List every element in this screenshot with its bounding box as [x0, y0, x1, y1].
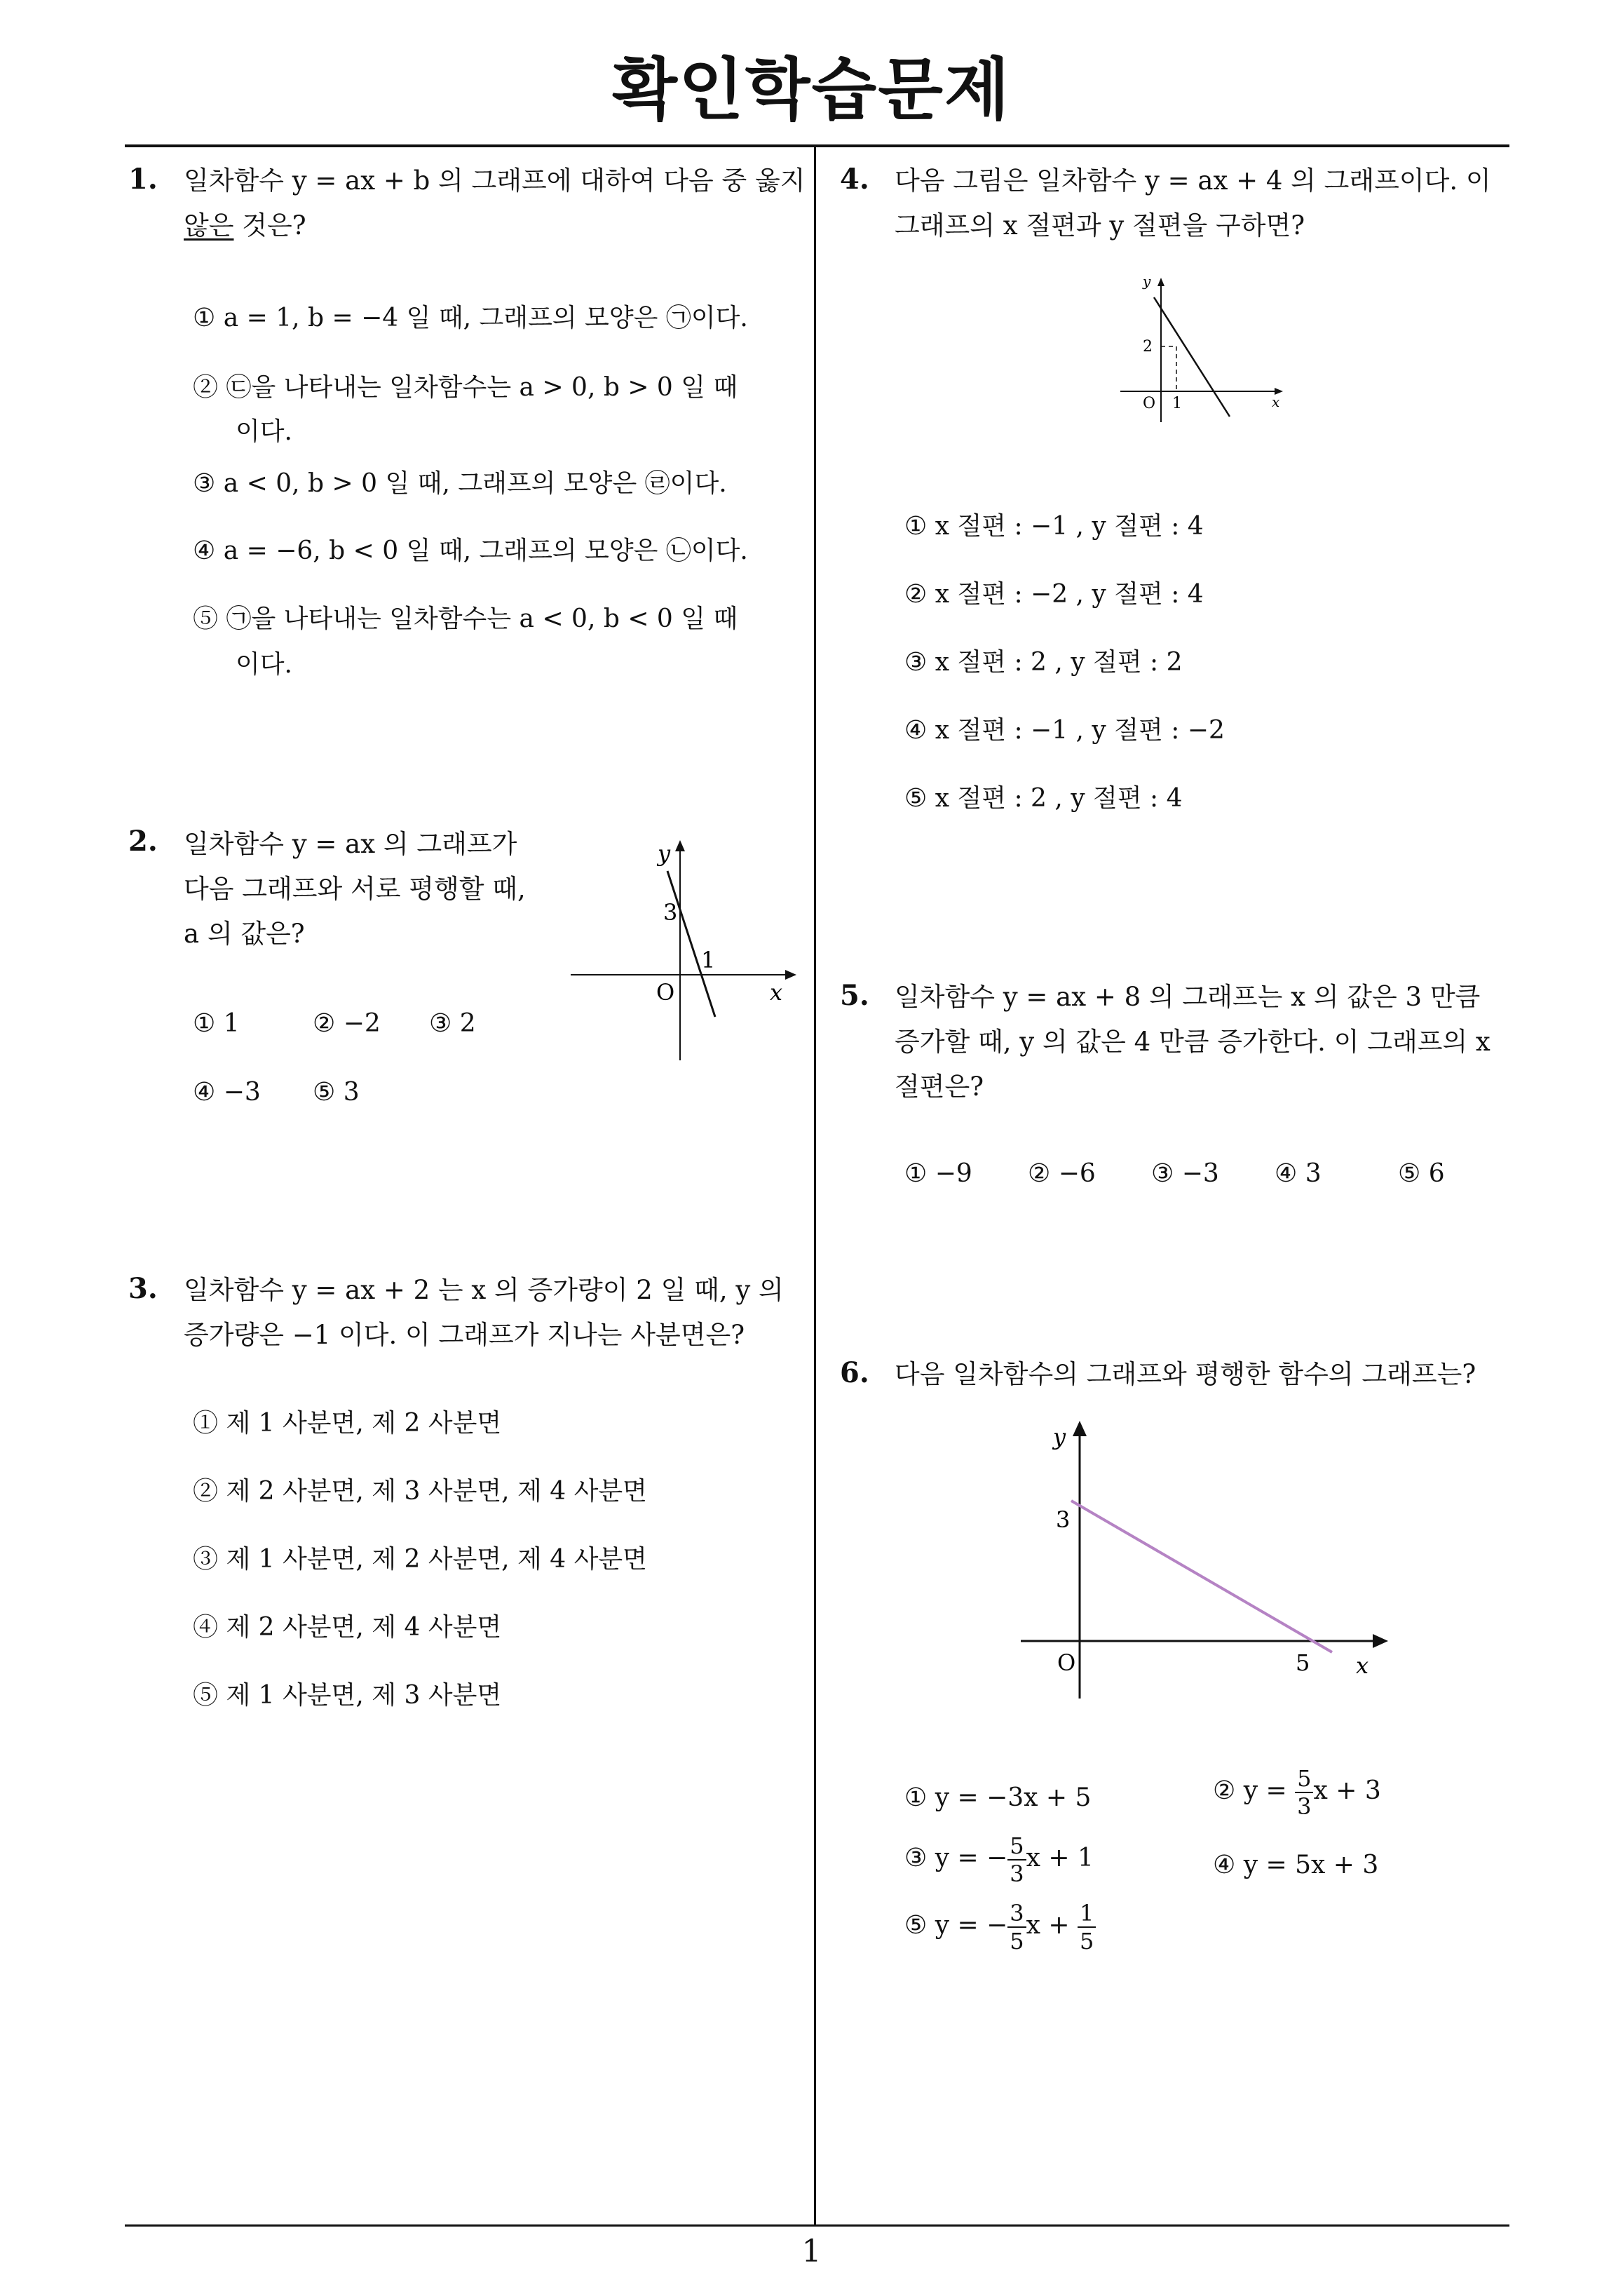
question-number: 1. [128, 163, 158, 196]
option-2-continued: 이다. [236, 417, 292, 446]
numerator: 5 [1007, 1835, 1026, 1861]
option-2[interactable] [1213, 1767, 1381, 1818]
option-5[interactable]: ⑤ 3 [313, 1078, 360, 1107]
option-3[interactable]: ③ −3 [1151, 1159, 1219, 1188]
option-4[interactable]: ④ 제 2 사분면, 제 4 사분면 [193, 1613, 502, 1642]
question-text [895, 158, 1519, 248]
option-2-suffix: x + 3 [1313, 1776, 1381, 1805]
question-number: 3. [128, 1272, 158, 1305]
question-line: 일차함수 y = ax + b 의 그래프에 대하여 다음 중 옳지 [184, 166, 806, 196]
q2-graph [568, 835, 799, 1066]
x-axis-label: x [1356, 1652, 1369, 1679]
question-line: 다음 일차함수의 그래프와 평행한 함수의 그래프는? [895, 1359, 1476, 1389]
q4-graph [1119, 274, 1290, 428]
question-line: 그래프의 x 절편과 y 절편을 구하면? [895, 210, 1305, 241]
fraction [1007, 1902, 1026, 1952]
x-axis-label: x [770, 979, 783, 1006]
option-4[interactable]: ④ −3 [193, 1078, 261, 1107]
x-intercept-label: 5 [1296, 1649, 1310, 1676]
option-5[interactable]: ⑤ 제 1 사분면, 제 3 사분면 [193, 1681, 502, 1710]
question-line: 일차함수 y = ax + 8 의 그래프는 x 의 값은 3 만큼 [895, 982, 1481, 1012]
option-4[interactable]: ④ y = 5x + 3 [1213, 1851, 1379, 1879]
y-axis-arrow [675, 840, 685, 851]
top-rule [125, 144, 1509, 147]
question-line: 일차함수 y = ax + 2 는 x 의 증가량이 2 일 때, y 의 [184, 1275, 784, 1305]
question-line: 증가할 때, y 의 값은 4 만큼 증가한다. 이 그래프의 x [895, 1027, 1490, 1057]
option-3[interactable]: ③ x 절편 : 2 , y 절편 : 2 [904, 648, 1183, 677]
option-4[interactable]: ④ 3 [1275, 1159, 1322, 1188]
option-2[interactable]: ② x 절편 : −2 , y 절편 : 4 [904, 580, 1204, 609]
option-5-prefix: ⑤ y = − [904, 1911, 1008, 1940]
x-axis-label: x [1272, 393, 1280, 410]
page-title: 확인학습문제 [612, 50, 1011, 129]
option-1[interactable]: ① a = 1, b = −4 일 때, 그래프의 모양은 ㉠이다. [193, 304, 748, 332]
x-axis-arrow [1373, 1634, 1388, 1648]
numerator: 1 [1078, 1902, 1096, 1928]
fraction [1078, 1902, 1096, 1952]
question-line: 다음 그래프와 서로 평행할 때, [184, 874, 526, 904]
question-line: 다음 그림은 일차함수 y = ax + 4 의 그래프이다. 이 [895, 166, 1491, 196]
option-2[interactable]: ② ㉢을 나타내는 일차함수는 a > 0, b > 0 일 때 [193, 373, 738, 402]
denominator: 3 [1010, 1861, 1024, 1887]
denominator: 5 [1010, 1928, 1024, 1954]
option-1[interactable]: ① 1 [193, 1009, 240, 1038]
underlined-word: 않은 [184, 210, 234, 241]
y-axis-label: y [1053, 1424, 1066, 1450]
question-line: 증가량은 −1 이다. 이 그래프가 지나는 사분면은? [184, 1320, 745, 1350]
question-line: 일차함수 y = ax 의 그래프가 [184, 829, 517, 859]
q6-graph [1010, 1410, 1402, 1704]
option-3-prefix: ③ y = − [904, 1844, 1008, 1872]
y-axis-label: y [658, 840, 671, 867]
fraction [1007, 1832, 1026, 1887]
question-line-rest: 것은? [233, 210, 306, 241]
question-line [184, 203, 808, 248]
option-5-continued: 이다. [236, 650, 292, 679]
option-3[interactable]: ③ 2 [429, 1009, 476, 1038]
option-4[interactable]: ④ a = −6, b < 0 일 때, 그래프의 모양은 ㉡이다. [193, 536, 748, 565]
option-2-prefix: ② y = [1213, 1776, 1287, 1805]
y-axis-arrow [1073, 1421, 1087, 1436]
origin-label: O [1057, 1649, 1076, 1676]
bottom-rule [125, 2224, 1509, 2227]
graph-line [1071, 1501, 1332, 1652]
y-intercept-label: 3 [663, 899, 678, 926]
option-3-suffix: x + 1 [1026, 1844, 1094, 1872]
question-text [184, 1268, 808, 1358]
option-2[interactable]: ② −6 [1028, 1159, 1096, 1188]
y-axis-label: y [1143, 274, 1151, 290]
origin-label: O [656, 979, 675, 1006]
option-3[interactable]: ③ 제 1 사분면, 제 2 사분면, 제 4 사분면 [193, 1545, 647, 1574]
question-line: 절편은? [895, 1072, 984, 1102]
option-1[interactable]: ① x 절편 : −1 , y 절편 : 4 [904, 512, 1204, 541]
page-number: 1 [801, 2234, 822, 2269]
column-divider [814, 146, 816, 2225]
fraction [1295, 1767, 1313, 1818]
y-intercept-label: 3 [1056, 1506, 1071, 1533]
question-line: a 의 값은? [184, 919, 305, 949]
y-axis-arrow [1157, 278, 1164, 286]
option-5[interactable]: ⑤ ㉠을 나타내는 일차함수는 a < 0, b < 0 일 때 [193, 605, 738, 633]
graph-line [1154, 297, 1230, 417]
question-text [895, 975, 1519, 1109]
denominator: 3 [1297, 1793, 1312, 1820]
question-number: 2. [128, 825, 158, 858]
option-1[interactable]: ① y = −3x + 5 [904, 1783, 1092, 1812]
option-5-middle: x + [1026, 1911, 1070, 1940]
option-5[interactable] [904, 1902, 1096, 1952]
x-axis-arrow [785, 970, 796, 980]
numerator: 3 [1007, 1902, 1026, 1928]
denominator: 5 [1080, 1928, 1094, 1954]
option-5[interactable]: ⑤ 6 [1398, 1159, 1445, 1188]
option-2[interactable]: ② 제 2 사분면, 제 3 사분면, 제 4 사분면 [193, 1477, 647, 1506]
y-tick-label: 2 [1143, 338, 1153, 356]
x-tick-label: 1 [1172, 395, 1182, 412]
option-5[interactable]: ⑤ x 절편 : 2 , y 절편 : 4 [904, 784, 1183, 813]
x-intercept-label: 1 [701, 947, 716, 973]
question-text [895, 1352, 1519, 1397]
option-4[interactable]: ④ x 절편 : −1 , y 절편 : −2 [904, 716, 1225, 745]
option-1[interactable]: ① 제 1 사분면, 제 2 사분면 [193, 1409, 502, 1438]
question-text [184, 158, 808, 248]
question-number: 5. [840, 979, 869, 1012]
question-text [184, 822, 576, 957]
option-3[interactable]: ③ a < 0, b > 0 일 때, 그래프의 모양은 ㉣이다. [193, 469, 727, 498]
option-2[interactable]: ② −2 [313, 1009, 381, 1038]
numerator: 5 [1295, 1767, 1313, 1793]
option-1[interactable]: ① −9 [904, 1159, 972, 1188]
origin-label: O [1143, 395, 1156, 412]
question-number: 6. [840, 1356, 869, 1389]
option-3[interactable] [904, 1832, 1094, 1887]
question-number: 4. [840, 163, 869, 196]
